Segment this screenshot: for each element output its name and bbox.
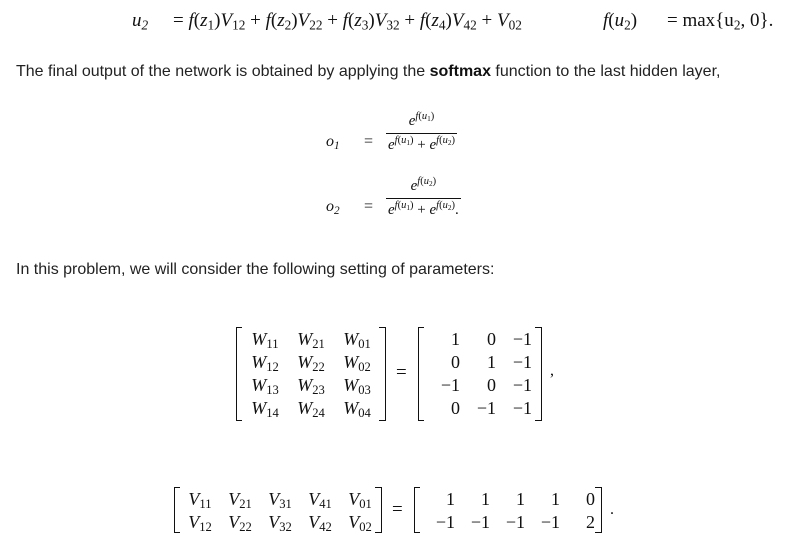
o1-fraction: $\frac{e^{f(u_1)}}{e^{f(u_1)} + e^{f(u_2)}}$ (388, 110, 455, 153)
v-value-matrix (420, 487, 598, 533)
v-value-cell: −1 (470, 512, 490, 532)
fu2-rhs: = $\max\{u_2$, 0}. (667, 10, 774, 33)
softmax-keyword: softmax (429, 63, 491, 80)
v-value-cell: −1 (435, 512, 455, 532)
w-value-cell: −1 (440, 375, 460, 395)
v-equals-sign: = (392, 499, 403, 520)
w-trailing-comma: , (550, 362, 554, 379)
v-symbol-cell: $V_{32}$ (268, 512, 292, 535)
w-symbol-cell: $W_{04}$ (343, 398, 371, 421)
equation-w-matrix (236, 327, 566, 423)
v-value-cell: −1 (540, 512, 560, 532)
w-value-cell: 0 (451, 352, 460, 372)
paragraph-softmax: The final output of the network is obtained by applying the softmax function to the last hidden layer, (16, 63, 721, 80)
u2-lhs: $u_2$ (132, 10, 149, 33)
w-value-cell: 0 (487, 375, 496, 395)
w-symbol-cell: $W_{12}$ (251, 352, 279, 375)
v-symbol-cell: $V_{22}$ (228, 512, 252, 535)
v-value-cell: 1 (551, 489, 560, 509)
v-value-cell: 0 (586, 489, 595, 509)
w-symbol-cell: $W_{14}$ (251, 398, 279, 421)
o2-fraction: $\frac{e^{f(u_2)}}{e^{f(u_1)} + e^{f(u_2)}.}$ (388, 175, 459, 218)
v-value-cell: 1 (516, 489, 525, 509)
w-symbol-cell: $W_{21}$ (297, 329, 325, 352)
w-value-cell: −1 (476, 398, 496, 418)
w-symbol-cell: $W_{13}$ (251, 375, 279, 398)
fu2-lhs: $f(u_2)$ (603, 10, 638, 33)
w-value-cell: −1 (512, 398, 532, 418)
u2-rhs: = $f(z_1)V_{12} + f(z_2)V_{22} + f(z_3)V_{32} + f(z_4)V_{42} + V_{02}$ (173, 10, 522, 33)
v-symbol-cell: $V_{42}$ (308, 512, 332, 535)
w-value-cell: 1 (451, 329, 460, 349)
w-value-cell: −1 (512, 352, 532, 372)
w-symbol-cell: $W_{22}$ (297, 352, 325, 375)
v-trailing-period: . (610, 501, 614, 518)
w-symbol-cell: $W_{03}$ (343, 375, 371, 398)
w-symbol-cell: $W_{01}$ (343, 329, 371, 352)
v-symbol-cell: $V_{31}$ (268, 489, 292, 512)
w-symbol-cell: $W_{02}$ (343, 352, 371, 375)
w-value-cell: 0 (487, 329, 496, 349)
w-value-cell: 0 (451, 398, 460, 418)
v-value-cell: 1 (481, 489, 490, 509)
w-symbol-cell: $W_{23}$ (297, 375, 325, 398)
v-value-cell: −1 (505, 512, 525, 532)
w-symbol-cell: $W_{11}$ (251, 329, 279, 352)
w-value-cell: −1 (512, 329, 532, 349)
w-value-cell: −1 (512, 375, 532, 395)
v-symbol-matrix (180, 487, 378, 533)
equation-u2 (0, 10, 799, 36)
v-symbol-cell: $V_{12}$ (188, 512, 212, 535)
v-symbol-cell: $V_{21}$ (228, 489, 252, 512)
v-value-cell: 2 (586, 512, 595, 532)
v-symbol-cell: $V_{11}$ (188, 489, 212, 512)
paragraph-parameters: In this problem, we will consider the following setting of parameters: (16, 261, 495, 278)
w-value-cell: 1 (487, 352, 496, 372)
equation-v-matrix (174, 487, 624, 537)
v-value-cell: 1 (446, 489, 455, 509)
v-symbol-cell: $V_{01}$ (348, 489, 372, 512)
w-equals-sign: = (396, 362, 407, 383)
v-symbol-cell: $V_{41}$ (308, 489, 332, 512)
w-symbol-matrix (242, 327, 382, 421)
w-symbol-cell: $W_{24}$ (297, 398, 325, 421)
v-symbol-cell: $V_{02}$ (348, 512, 372, 535)
w-value-matrix (424, 327, 536, 421)
